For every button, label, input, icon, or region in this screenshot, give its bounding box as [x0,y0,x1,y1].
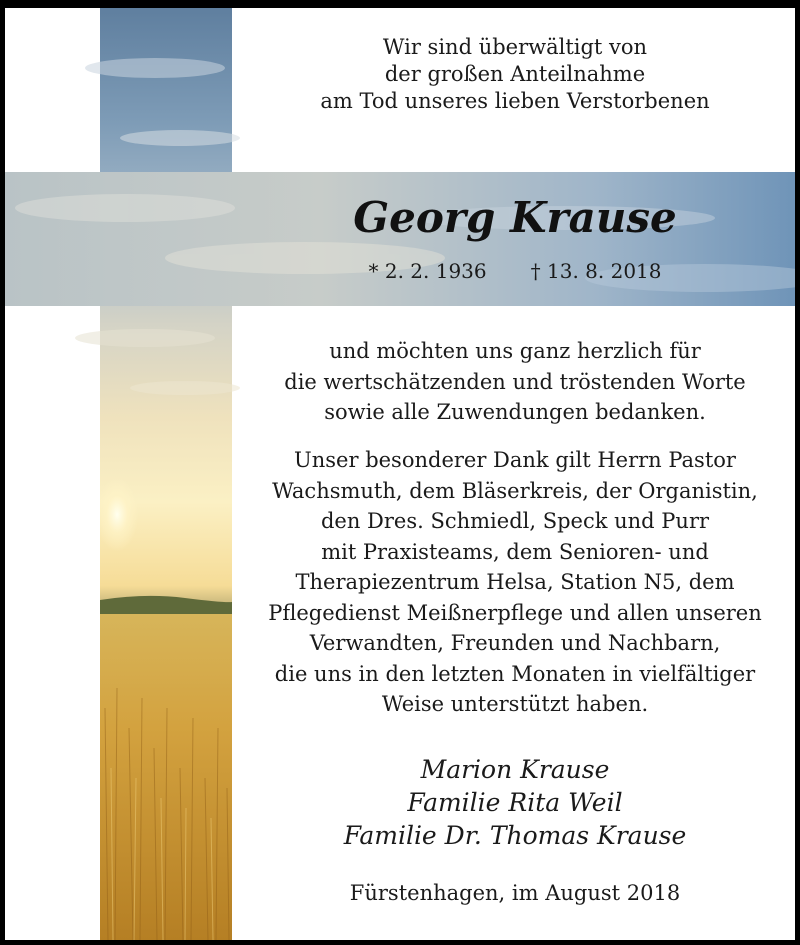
intro-text [237,34,793,115]
special-thanks-line: Wachsmuth, dem Bläserkreis, der Organistin, [272,478,758,503]
special-thanks-line: Weise unterstützt haben. [381,692,649,716]
special-thanks-line: Unser besonderer Dank gilt Herrn Pastor [294,448,736,472]
intro-line: Wir sind überwältigt von [382,35,648,59]
signer-name: Familie Rita Weil [407,788,623,817]
thanks-line: und möchten uns ganz herzlich für [329,339,701,363]
signer-name: Marion Krause [420,755,610,784]
intro-line: der großen Anteilnahme [384,62,646,86]
special-thanks-line: Therapiezentrum Helsa, Station N5, dem [295,570,735,594]
place-date: Fürstenhagen, im August 2018 [349,881,681,905]
intro-line: am Tod unseres lieben Verstorbenen [320,89,710,113]
deceased-name: Georg Krause [353,193,677,242]
special-thanks-line: die uns in den letzten Monaten in vielfältiger [274,661,756,686]
thanks-line: sowie alle Zuwendungen bedanken. [324,400,706,424]
life-dates [235,256,795,286]
birth-date: * 2. 2. 1936 [368,259,487,283]
thanks-text [237,336,793,428]
death-date: † 13. 8. 2018 [530,259,662,283]
special-thanks-line: mit Praxisteams, dem Senioren- und [321,539,709,564]
special-thanks-text [237,445,793,720]
special-thanks-line: Pflegedienst Meißnerpflege und allen unseren [268,600,762,625]
thanks-line: die wertschätzenden und tröstenden Worte [284,369,746,394]
signer-name: Familie Dr. Thomas Krause [343,821,687,850]
special-thanks-line: Verwandten, Freunden und Nachbarn, [309,631,721,655]
signers [237,753,793,852]
special-thanks-line: den Dres. Schmiedl, Speck und Purr [320,509,710,533]
